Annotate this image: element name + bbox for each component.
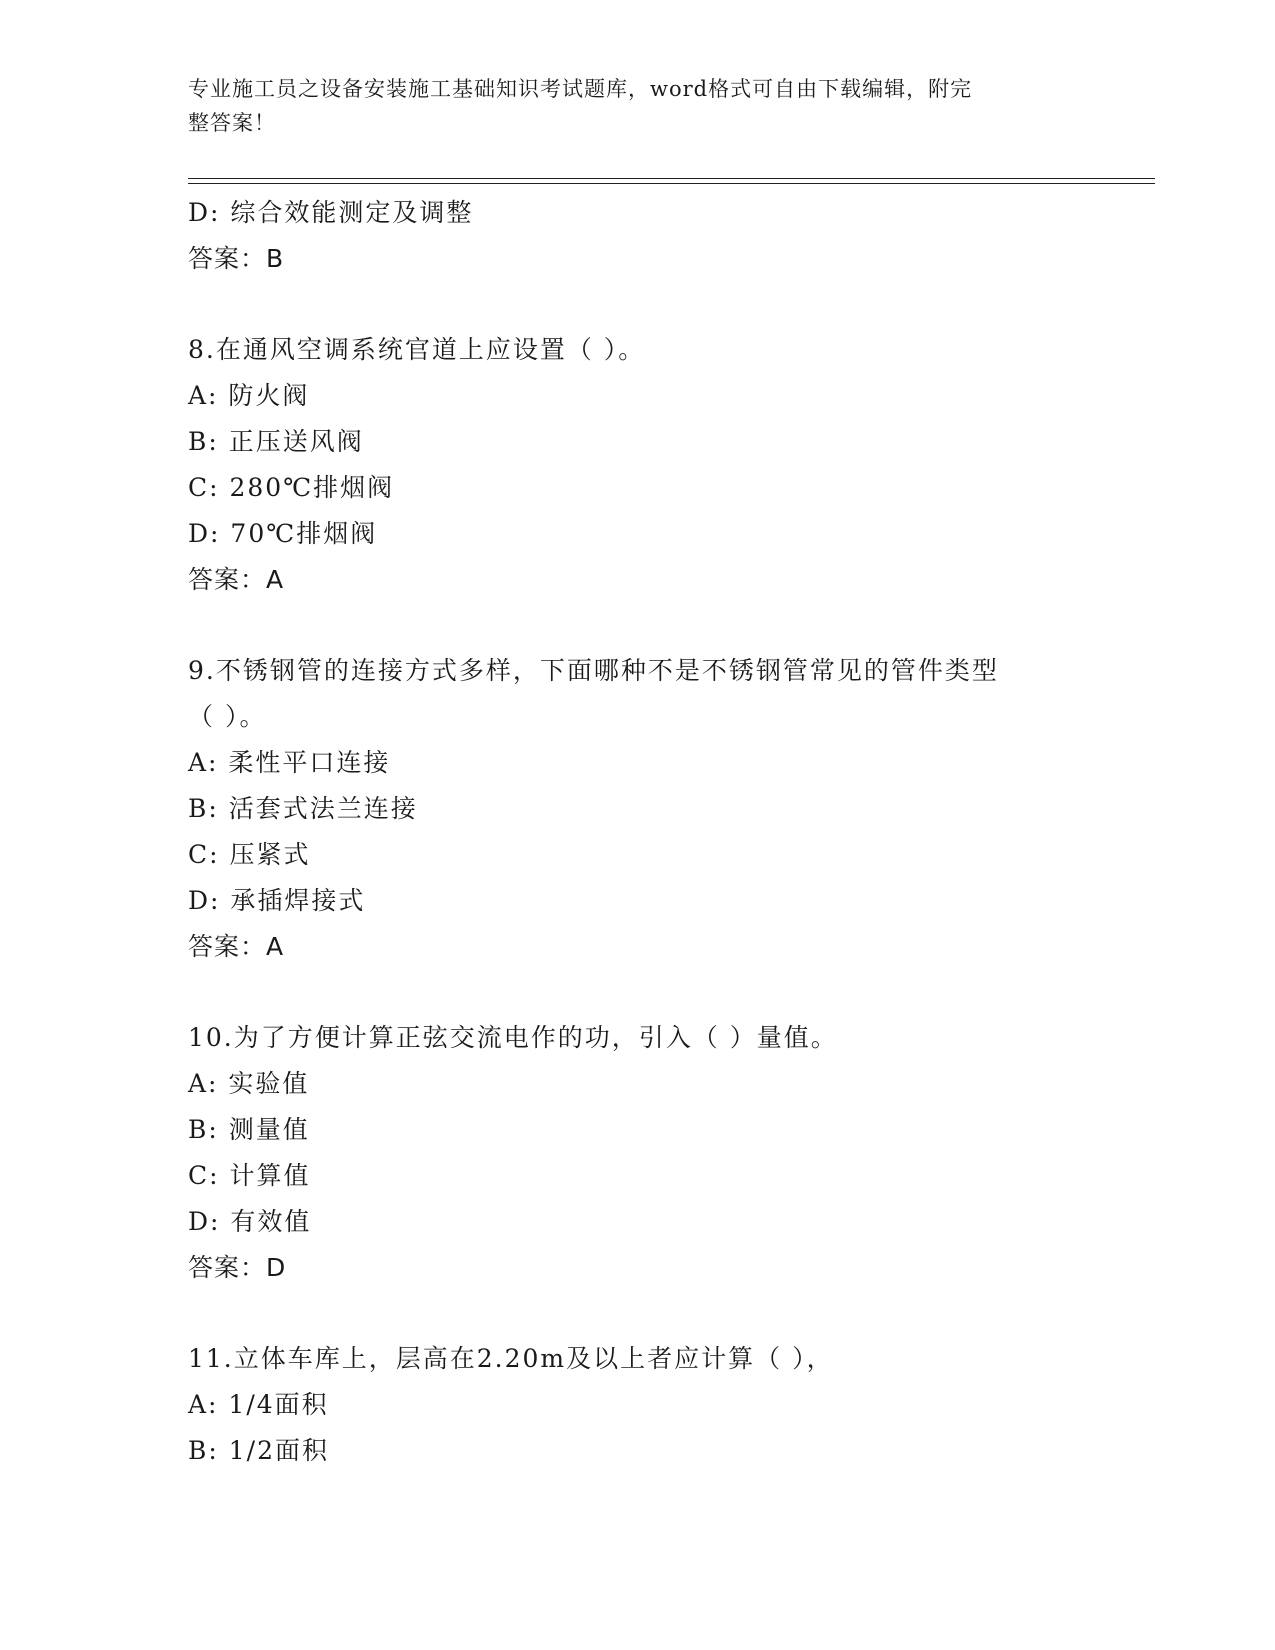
option-b: B: 1/2面积	[188, 1436, 329, 1465]
document-header	[188, 72, 1088, 140]
answer-line: 答案：D	[188, 1253, 287, 1282]
spacer	[188, 603, 1148, 648]
header-line-2: 整答案！	[188, 111, 276, 135]
option-b: B: 正压送风阀	[188, 427, 364, 456]
previous-question-tail	[188, 190, 1148, 282]
question-11	[188, 1336, 1148, 1474]
option-b: B: 测量值	[188, 1115, 310, 1144]
question-stem: 10.为了方便计算正弦交流电作的功，引入（ ）量值。	[188, 1023, 838, 1052]
option-d: D: 综合效能测定及调整	[188, 198, 474, 227]
answer-line: 答案：A	[188, 932, 285, 961]
header-divider-bottom	[188, 183, 1155, 184]
spacer	[188, 282, 1148, 327]
option-d: D: 承插焊接式	[188, 886, 366, 915]
option-a: A: 防火阀	[188, 381, 310, 410]
option-d: D: 有效值	[188, 1207, 312, 1236]
header-line-1: 专业施工员之设备安装施工基础知识考试题库，word格式可自由下载编辑，附完	[188, 77, 973, 101]
option-c: C: 280℃排烟阀	[188, 473, 395, 502]
question-list	[188, 190, 1148, 1474]
answer-line: 答案：B	[188, 244, 285, 273]
question-stem: 8.在通风空调系统官道上应设置（ ）。	[188, 335, 646, 364]
answer-line: 答案：A	[188, 565, 285, 594]
option-a: A: 实验值	[188, 1069, 310, 1098]
option-a: A: 1/4面积	[188, 1390, 329, 1419]
option-c: C: 压紧式	[188, 840, 311, 869]
option-c: C: 计算值	[188, 1161, 311, 1190]
option-b: B: 活套式法兰连接	[188, 794, 418, 823]
header-divider-top	[188, 178, 1155, 179]
option-a: A: 柔性平口连接	[188, 748, 391, 777]
question-stem: 11.立体车库上，层高在2.20m及以上者应计算（ ），	[188, 1344, 834, 1373]
question-stem: 9.不锈钢管的连接方式多样，下面哪种不是不锈钢管常见的管件类型	[188, 656, 999, 685]
option-d: D: 70℃排烟阀	[188, 519, 378, 548]
question-8	[188, 327, 1148, 603]
question-10	[188, 1015, 1148, 1291]
spacer	[188, 1291, 1148, 1336]
question-stem-continued: （ ）。	[188, 702, 267, 731]
spacer	[188, 970, 1148, 1015]
question-9	[188, 648, 1148, 970]
